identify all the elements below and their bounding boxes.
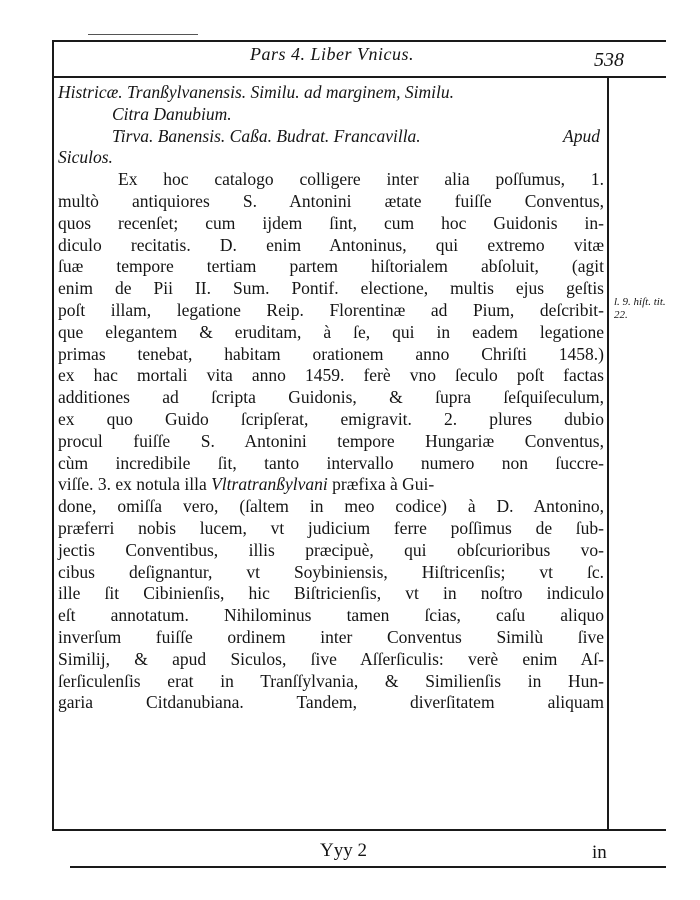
text-line: Citra Danubium. [112, 103, 232, 124]
text-line-segment: viſſe. 3. ex notula illa [58, 474, 207, 495]
text-line: ex quo Guido ſcripſerat, emigravit. 2. plures dubio [58, 408, 604, 429]
bottom-frame-rule [52, 829, 666, 831]
margin-column-rule [607, 78, 609, 830]
text-line: additiones ad ſcripta Guidonis, & ſupra ſeſquiſeculum, [58, 387, 604, 408]
text-line: inverſum fuiſſe ordinem inter Conventus Similù ſive [58, 626, 604, 647]
text-line: multò antiquiores S. Antonini ætate fuiſſe Conventus, [58, 190, 604, 211]
text-line [58, 474, 604, 496]
margin-note: l. 9. hiſt. tit. 22. [614, 296, 666, 321]
text-line: Ex hoc catalogo colligere inter alia poſſumus, 1. [118, 169, 604, 190]
text-line: procul fuiſſe S. Antonini tempore Hungariæ Conventus, [58, 430, 604, 451]
text-line: diculo recitatis. D. enim Antoninus, qui extremo vitæ [58, 234, 604, 255]
text-line: poſt illam, legatione Reip. Florentinæ ad Pium, deſcribit- [58, 299, 604, 320]
text-line: eſt annotatum. Nihilominus tamen ſcias, caſu aliquo [58, 605, 604, 626]
text-line: jectis Conventibus, illis præcipuè, qui obſcurioribus vo- [58, 539, 604, 560]
top-frame-rule [54, 40, 666, 42]
text-line: ſuæ tempore tertiam partem hiſtorialem abſoluit, (agit [58, 256, 604, 277]
text-line-segment: Apud [563, 125, 600, 146]
text-line: ex hac mortali vita anno 1459. ferè vno ſeculo poſt factas [58, 365, 604, 386]
text-line: præferri nobis lucem, vt judicium ferre poſſimus de ſub- [58, 517, 604, 538]
text-line-segment: Vltratranßylvani [211, 474, 328, 495]
left-frame-rule [52, 40, 54, 830]
text-line-segment: Tirva. Banensis. Caßa. Budrat. Francavilla. [112, 125, 421, 146]
text-line: garia Citdanubiana. Tandem, diverſitatem aliquam [58, 692, 604, 713]
text-line: done, omiſſa vero, (ſaltem in meo codice) à D. Antonino, [58, 496, 604, 517]
signature-mark: Yyy 2 [320, 840, 367, 861]
text-line [58, 126, 604, 148]
text-line: ille ſit Cibinienſis, hic Biſtricienſis, vt in noſtro indiculo [58, 583, 604, 604]
running-head: Pars 4. Liber Vnicus. [250, 44, 415, 64]
text-line: que elegantem & eruditam, à ſe, qui in eadem legatione [58, 321, 604, 342]
page-number: 538 [594, 49, 624, 71]
top-scratch-rule [88, 34, 198, 35]
text-line: quos recenſet; cum ijdem ſint, cum hoc Guidonis in- [58, 212, 604, 233]
text-line-segment: præfixa à Gui- [332, 474, 435, 495]
footer-rule [70, 866, 666, 868]
header-rule [54, 76, 666, 78]
text-line: primas tenebat, habitam orationem anno Chriſti 1458.) [58, 343, 604, 364]
text-line: cibus deſignantur, vt Soybiniensis, Hiſtricenſis; vt ſc. [58, 561, 604, 582]
text-line: Histricæ. Tranßylvanensis. Similu. ad marginem, Similu. [58, 82, 455, 102]
text-line: Siculos. [58, 147, 113, 168]
catchword: in [592, 842, 607, 863]
text-line: cùm incredibile ſit, tanto intervallo numero non ſuccre- [58, 452, 604, 473]
text-line: ſerſiculenſis erat in Tranſſylvania, & Similienſis in Hun- [58, 670, 604, 691]
body-text [58, 82, 604, 714]
text-line: Similij, & apud Siculos, ſive Aſſerſiculis: verè enim Aſ- [58, 648, 604, 669]
text-line: enim de Pii II. Sum. Pontif. electione, multis ejus geſtis [58, 278, 604, 299]
